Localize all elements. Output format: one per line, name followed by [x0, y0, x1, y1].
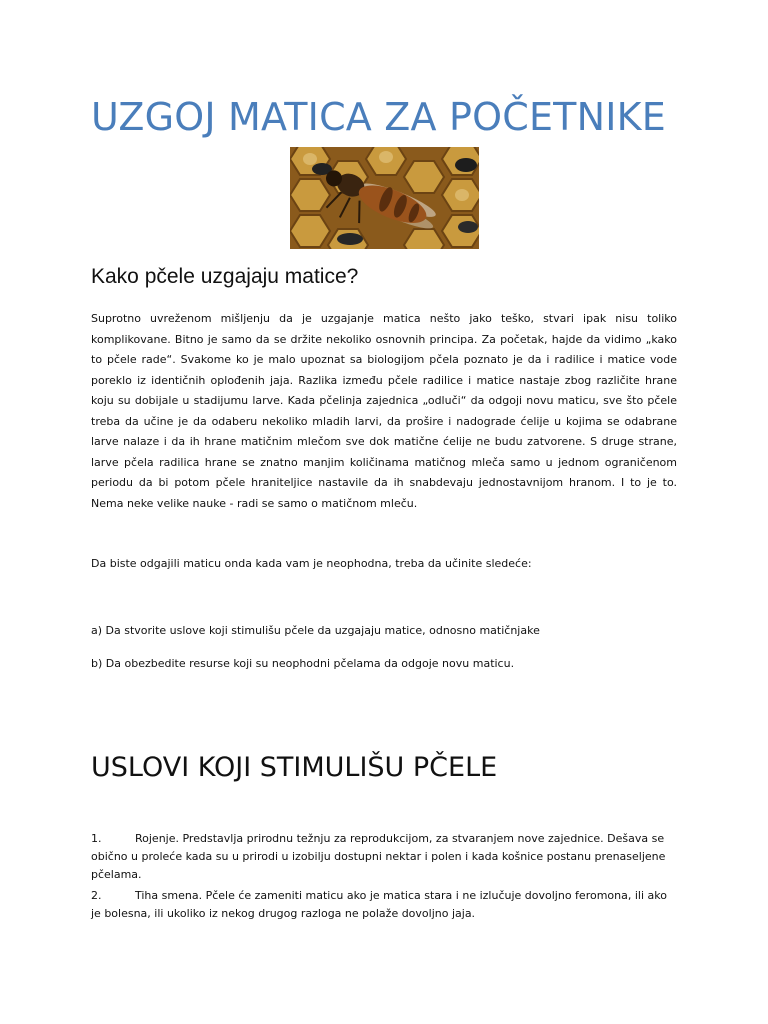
instruction-line: Da biste odgajili maticu onda kada vam je neophodna, treba da učinite sledeće:: [91, 557, 532, 570]
list-item-tiha-smena: [91, 887, 677, 923]
list-item-text: Rojenje. Predstavlja prirodnu težnju za reprodukcijom, za stvaranjem nove zajednice. Dešava se obično u proleće kada su u prirodi u izobilju dostupni nektar i polen i kada košnice postanu prenaseljene pčelama.: [91, 832, 666, 881]
list-item-number: 2.: [91, 889, 102, 902]
list-item-number: 1.: [91, 832, 102, 845]
list-item-rojenje: [91, 830, 677, 884]
intro-paragraph: Suprotno uvreženom mišljenju da je uzgajanje matica nešto jako teško, stvari ipak nisu toliko komplikovane. Bitno je samo da se držite nekoliko osnovnih principa. Za početak, hajde da vidimo „kako to pčele rade“. Svakome ko je malo upoznat sa biologijom pčela poznato je da i radilice i matice vode poreklo iz identičnih oplođenih jaja. Razlika između pčele radilice i matice nastaje zbog različite hrane koju su dobijale u stadijumu larve. Kada pčelinja zajednica „odluči“ da odgoji novu maticu, sve što pčele treba da učine je da odaberu nekoliko mladih larvi, da prošire i nadograde ćelije u kojima se odabrane larve nalaze i da ih hrane matičnim mlečom sve dok matične ćelije ne budu zatvorene. S druge strane, larve pčela radilica hrane se znatno manjim količinama matičnog mleča samo u jednom ograničenom periodu da bi potom pčele hraniteljice nastavile da ih snabdevaju jednostavnijom hranom. I to je to. Nema neke velike nauke - radi se samo o matičnom mleču.: [91, 312, 677, 510]
option-a: a) Da stvorite uslove koji stimulišu pčele da uzgajaju matice, odnosno matičnjake: [91, 624, 540, 637]
section-heading: USLOVI KOJI STIMULIŠU PČELE: [91, 752, 498, 783]
option-b: b) Da obezbedite resurse koji su neophodni pčelama da odgoje novu maticu.: [91, 657, 515, 670]
queen-bee-photo: [290, 147, 479, 249]
subtitle: Kako pčele uzgajaju matice?: [91, 265, 359, 288]
list-item-text: Tiha smena. Pčele će zameniti maticu ako je matica stara i ne izlučuje dovoljno feromona, ili ako je bolesna, ili ukoliko iz nekog drugog razloga ne polaže dovoljno jaja.: [91, 889, 667, 920]
page-title: UZGOJ MATICA ZA POČETNIKE: [91, 95, 666, 139]
